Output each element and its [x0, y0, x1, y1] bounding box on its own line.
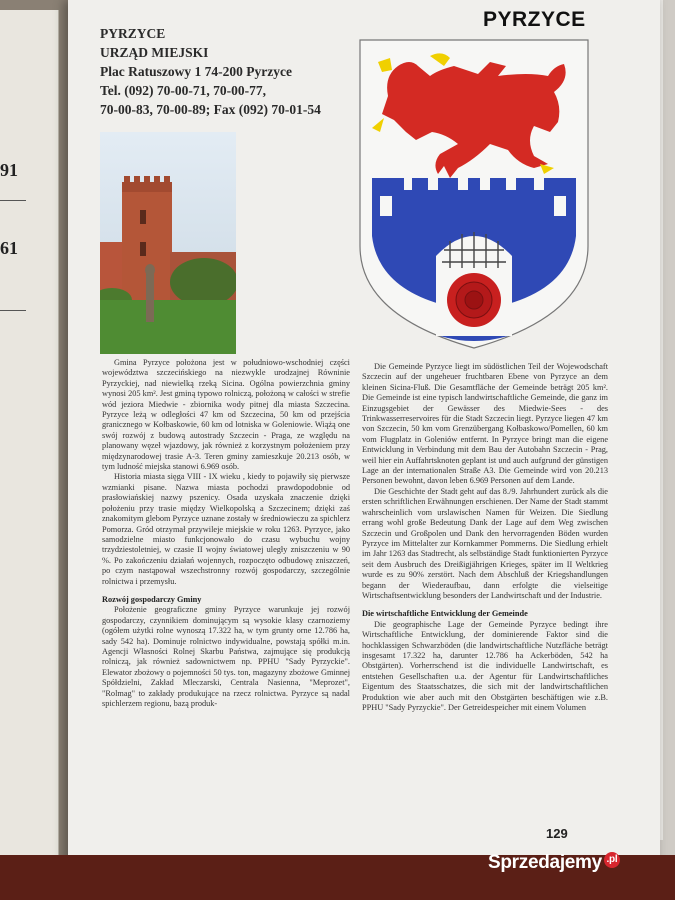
- left-page-rule: [0, 200, 26, 201]
- watermark-text: Sprzedajemy: [488, 852, 602, 873]
- document-page: [68, 0, 660, 880]
- watermark-suffix: .pl: [604, 852, 620, 868]
- paragraph: Gmina Pyrzyce położona jest w południowo-wschodniej części województwa szczecińskiego na niezwykle urodzajnej Równinie Pyrzyckiej, nad niewielką rzeką Sicina. Ogólna powierzchnia gminy wynosi 205 km². Jest gminą typowo rolniczą, położoną w całości w strefie wód jeziora Miedwie - zbiornika wody pitnej dla miasta Szczecina. Pyrzyce leżą w odległości 47 km od Szczecina, 50 km od przejścia granicznego w Kołbaskowie, 60 km od lotniska w Goleniowie. Wiążą one swój rozwój z budową autostrady Szczecin - Praga, ze względu na planowany węzeł wjazdowy, jak również z korzystnym położeniem przy międzynarodowej trasie A-3. Teren gminy zamieszkuje 20.213 osób, w tym ludność miejska stanowi 6.969 osób.: [102, 358, 350, 472]
- watermark: [488, 852, 620, 874]
- address-line: Plac Ratuszowy 1 74-200 Pyrzyce: [100, 64, 292, 79]
- griffin-castle-rose-coat-of-arms-icon: [358, 36, 590, 351]
- paragraph: Historia miasta sięga VIII - IX wieku , kiedy to pojawiły się pierwsze wzmianki pisane. Nazwa miasta pochodzi prawdopodobnie od prasłowiańskiej nazwy pszenicy. Osada uzyskała znaczenie dzięki położeniu przy trasie między Wielkopolską a Szczecinem; dzięki zaś znakomitym glebom Pyrzyce uznane zostały w średniowieczu za spichlerz Pomorza. Gród otrzymał przywileje miejskie w roku 1263. Pyrzyce, jako samodzielne miasto funkcjonowało do czasu wybuchu wojny trzydziestoletniej, w czasie II wojny światowej uległy zniszczeniu w 90 %. Po zakończeniu działań wojennych, rozpoczęto odbudowę zniszczeń, po czym nastąpował wszechstronny rozwój gospodarczy, szczególnie rolnictwa i przemysłu.: [102, 472, 350, 586]
- paragraph: Die geographische Lage der Gemeinde Pyrzyce bedingt ihre Wirtschaftliche Entwicklung, der dominierende Faktor sind die hochklassigen Schwarzböden (die landwirtschaftliche Nutzfläche beträgt insgesamt 17.322 ha, darunter 12.786 ha Ackerböden, 542 ha Obstgärten). Vorherrschend ist die individuelle Landwirtschaft, es entstehen Gesellschaften u.a. der Agentur für Landwirtschaftliches Eigentum des Staatsschatzes, die sich mit der landwirtschaftlichen Produktion wie aber auch mit den Obstgärten beschäftigen wie z.B. PPHU "Sady Pyrzyckie". Der Getreidespeicher mit einem Volumen: [362, 619, 608, 712]
- town-name: PYRZYCE: [100, 26, 166, 41]
- polish-text-column: [102, 358, 350, 709]
- left-page-edge: [0, 10, 59, 870]
- section-heading: Rozwój gospodarczy Gminy: [102, 594, 202, 604]
- paragraph: Die Geschichte der Stadt geht auf das 8./9. Jahrhundert zurück als die ersten schriftlichen Erwähnungen erschienen. Der Name der Stadt stammt wahrscheinlich vom urslawischen Namen für Weizen. Die Siedlung errang wohl große Bedeutung Dank der Lage auf dem Weg zwischen Szczecin und Großpolen und Dank den hervorragenden Böden wurden Pyrzyce im Mittelalter zur Kornkammer Pommerns. Die Siedlung erhielt im Jahr 1263 das Stadtrecht, als selbständige Stadt funktionierten Pyrzyce seit dem Ausbruch des Dreißigjährigen Krieges, später im II Weltkrieg wurde es zu 90% zerstört. Nach dem Abschluß der Kriegshandlungen begann der Wiederaufbau, dann erfolgte die vielseitige Wirtschaftsentwicklung besonders der Landwirtschaft und der Industrie.: [362, 486, 608, 600]
- paragraph: Położenie geograficzne gminy Pyrzyce warunkuje jej rozwój gospodarczy, czynnikiem dominującym są wysokie klasy czarnoziemy (ogółem użytki rolne wynoszą 17.322 ha, w tym grunty orne 12.786 ha, sady 542 ha). Dominuje rolnictwo indywidualne, powstają spółki m.in. Agencji Własności Rolnej Skarbu Państwa, zajmujące się produkcją rolniczą, jak również sadownictwem np. PPHU "Sady Pyrzyckie". Elewator zbożowy o pojemności 50 tys. ton, magazyny zbożowe Gminnej Spółdzielni, Zakład Mleczarski, Centrala Nasienna, "Meprozet", "Rolmag" to zakłady produkujące na rzecz rolnictwa. Pyrzyce są nadal spichlerzem regionu, bazą produk-: [102, 605, 350, 708]
- phone-line: Tel. (092) 70-00-71, 70-00-77,: [100, 83, 266, 98]
- left-page-rule: [0, 310, 26, 311]
- office-name: URZĄD MIEJSKI: [100, 45, 209, 60]
- brick-tower-photo-icon: [100, 132, 236, 354]
- page-number: 129: [546, 826, 568, 841]
- left-page-fragment: 61: [0, 238, 18, 258]
- office-address-block: [100, 24, 321, 119]
- german-text-column: [362, 362, 608, 713]
- phone-fax-line: 70-00-83, 70-00-89; Fax (092) 70-01-54: [100, 102, 321, 117]
- page-title: PYRZYCE: [483, 8, 586, 31]
- section-heading: Die wirtschaftliche Entwicklung der Gemeinde: [362, 609, 528, 619]
- paragraph: Die Gemeinde Pyrzyce liegt im südöstlichen Teil der Wojewodschaft Szczecin auf der ungeheuer fruchtbaren Ebene von Pyrzyce an dem kleinen Sicina-Fluß. Die Gesamtfläche der Gemeinde beträgt 205 km². Die Gemeinde ist eine typisch landwirtschaftliche Gemeinde, die ganz im Einzugsgebiet der Gewässer des Miedwie-Sees - des Trinkwasserreservoires für die Stadt Szczecin liegt. Pyrzyce liegen 47 km von Szczecin, 50 km vom Grenzübergang Kołbaskowo/Pomellen, 60 km vom Flugplatz in Goleniów entfernt. In Pyrzyce bringt man die eigene Entwicklung in Verbindung mit dem Bau der Autobahn Szczecin - Prag, weil hier ein Auffahrtsknoten geplant ist und auch aufgrund der günstigen Lage an der internationalen Straße A3. Die Gemeinde wird von 20.213 Personen bewohnt, davon leben 6.969 Personen auf dem Lande.: [362, 362, 608, 486]
- left-page-fragment: 91: [0, 160, 18, 180]
